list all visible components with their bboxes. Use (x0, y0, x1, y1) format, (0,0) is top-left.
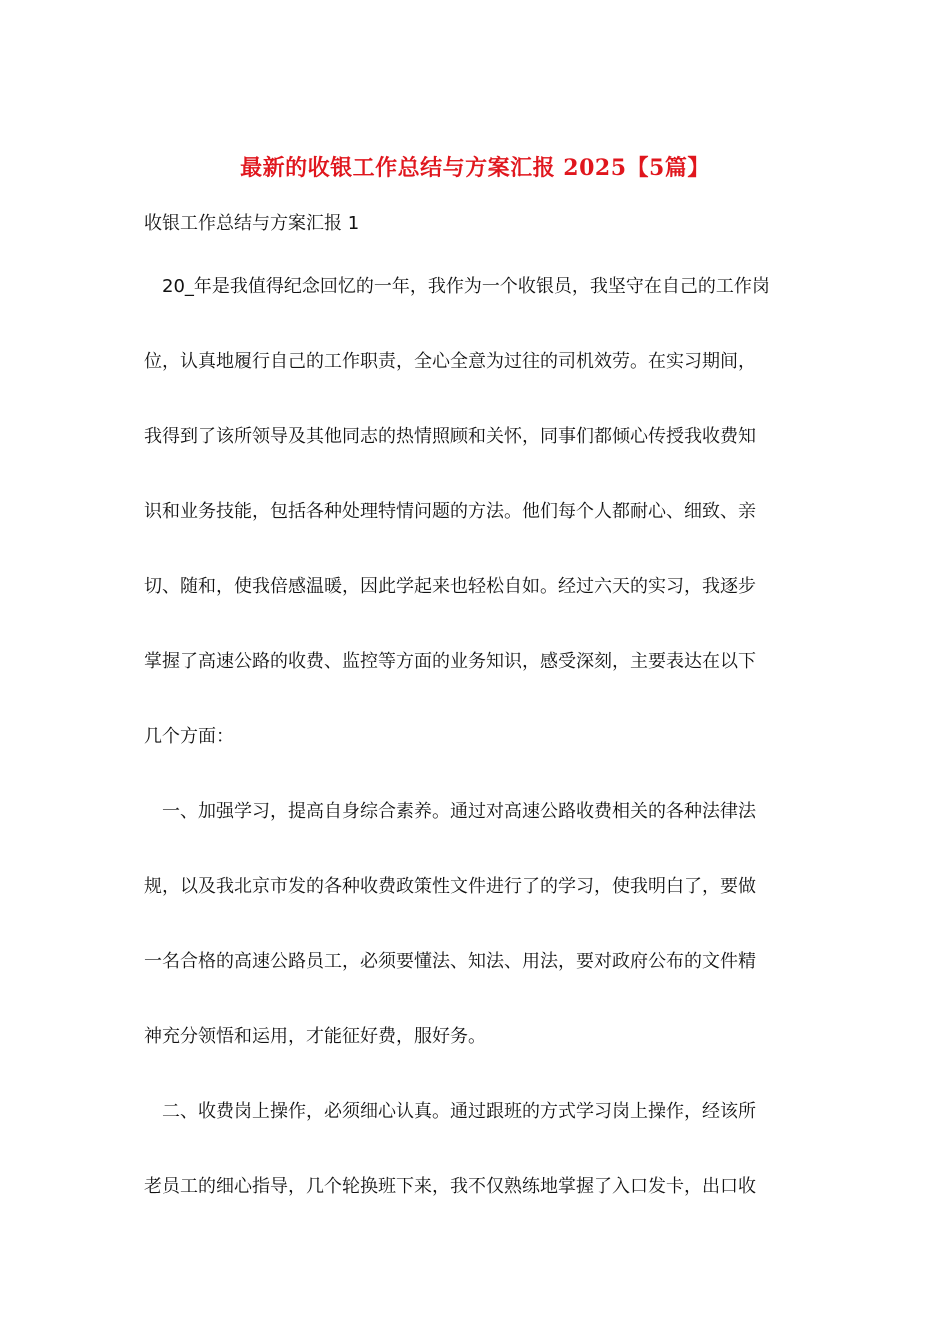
paragraph-line: 掌握了高速公路的收费、监控等方面的业务知识，感受深刻，主要表达在以下 (144, 651, 756, 672)
section-heading: 收银工作总结与方案汇报 1 (144, 213, 360, 234)
paragraph-line: 二、收费岗上操作，必须细心认真。通过跟班的方式学习岗上操作，经该所 (162, 1101, 756, 1122)
paragraph-line: 20_年是我值得纪念回忆的一年，我作为一个收银员，我坚守在自己的工作岗 (162, 276, 770, 297)
document-title: 最新的收银工作总结与方案汇报 2025【5篇】 (240, 155, 710, 181)
paragraph-line: 位，认真地履行自己的工作职责，全心全意为过往的司机效劳。在实习期间， (144, 351, 756, 372)
paragraph-line: 识和业务技能，包括各种处理特情问题的方法。他们每个人都耐心、细致、亲 (144, 501, 756, 522)
paragraph-line: 我得到了该所领导及其他同志的热情照顾和关怀，同事们都倾心传授我收费知 (144, 426, 756, 447)
body-text (144, 265, 804, 1240)
paragraph-line: 几个方面： (144, 726, 234, 747)
paragraph-line: 规，以及我北京市发的各种收费政策性文件进行了的学习，使我明白了，要做 (144, 876, 756, 897)
paragraph-line: 神充分领悟和运用，才能征好费，服好务。 (144, 1026, 486, 1047)
paragraph-line: 切、随和，使我倍感温暖，因此学起来也轻松自如。经过六天的实习，我逐步 (144, 576, 756, 597)
paragraph-line: 老员工的细心指导，几个轮换班下来，我不仅熟练地掌握了入口发卡，出口收 (144, 1176, 756, 1197)
paragraph-line: 一名合格的高速公路员工，必须要懂法、知法、用法，要对政府公布的文件精 (144, 951, 756, 972)
paragraph-line: 一、加强学习，提高自身综合素养。通过对高速公路收费相关的各种法律法 (162, 801, 756, 822)
